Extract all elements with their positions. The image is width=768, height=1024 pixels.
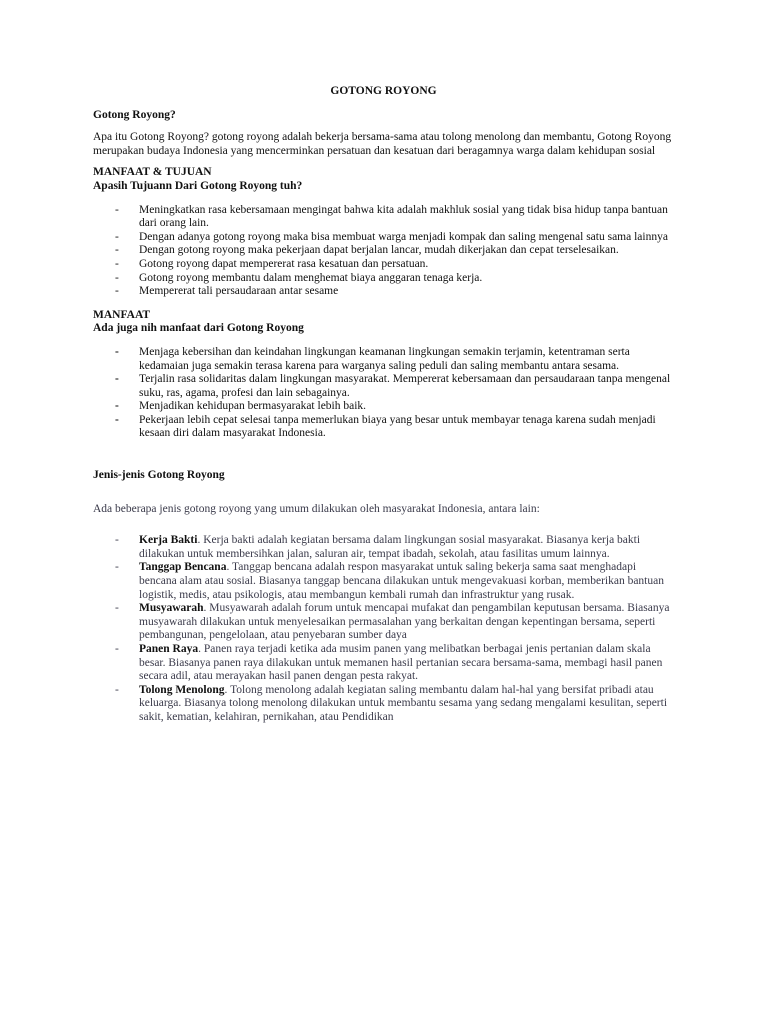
list-item-text: Pekerjaan lebih cepat selesai tanpa memerlukan biaya yang besar untuk membayar tenaga karena sudah menjadi kesaan diri dalam masyarakat Indonesia. <box>139 413 656 440</box>
list-item <box>93 204 674 231</box>
jenis-term: Panen Raya <box>139 643 199 655</box>
list-item <box>93 244 674 258</box>
list-item-text: Terjalin rasa solidaritas dalam lingkungan masyarakat. Mempererat kebersamaan dan persaudaraan tanpa mengenal suku, ras, agama, profesi dan lain sebagainya. <box>139 373 671 399</box>
list-item-text: Mempererat tali persaudaraan antar sesame <box>139 285 339 298</box>
manfaat-subheading: Ada juga nih manfaat dari Gotong Royong <box>93 322 304 335</box>
dash-bullet: - <box>115 400 119 413</box>
list-item <box>93 231 674 245</box>
list-item <box>93 285 674 299</box>
jenis-term: Tolong Menolong <box>139 683 225 696</box>
jenis-paragraph: Ada beberapa jenis gotong royong yang umum dilakukan oleh masyarakat Indonesia, antara lain: <box>93 502 540 515</box>
jenis-desc: . Kerja bakti adalah kegiatan bersama dalam lingkungan sosial masyarakat. Biasanya kerja bakti dilakukan untuk membersihkan jalan, saluran air, tempat ibadah, sekolah, atau fasilitas umum lainnya. <box>139 534 641 560</box>
list-item <box>93 561 674 602</box>
dash-bullet: - <box>115 345 119 358</box>
list-item <box>93 684 674 725</box>
spacer <box>93 451 674 469</box>
list-item <box>93 534 674 561</box>
list-item <box>93 373 674 400</box>
dash-bullet: - <box>115 244 119 257</box>
dash-bullet: - <box>115 373 119 386</box>
list-item-text: Dengan gotong royong maka pekerjaan dapat berjalan lancar, mudah dikerjakan dan cepat terselesaikan. <box>139 244 619 257</box>
list-item-text: Menjadikan kehidupan bermasyarakat lebih baik. <box>139 400 367 413</box>
dash-bullet: - <box>115 534 119 547</box>
tujuan-heading: MANFAAT & TUJUAN <box>93 166 212 179</box>
list-item <box>93 346 674 373</box>
list-item-text: Menjaga kebersihan dan keindahan lingkungan keamanan lingkungan semakin terjamin, ketentraman serta kedamaian juga semakin terasa karena para warganya saling peduli dan saling membantu antara sesama. <box>139 345 630 372</box>
jenis-desc: . Tolong menolong adalah kegiatan saling membantu dalam hal-hal yang bersifat pribadi atau keluarga. Biasanya tolong menolong dilakukan untuk membantu sesama yang sedang mengalami kesulitan, seperti sakit, kematian, kelahiran, pernikahan, atau Pendidikan <box>139 683 668 723</box>
jenis-desc: . Tanggap bencana adalah respon masyarakat untuk saling bekerja sama saat menghadapi bencana alam atau sosial. Biasanya tanggap bencana dilakukan untuk mengevakuasi korban, memberikan bantuan logistik, medis, atau psikologis, atau membangun kembali rumah dan infrastruktur yang rusak. <box>139 561 664 601</box>
manfaat-list <box>93 346 674 441</box>
intro-paragraph: Apa itu Gotong Royong? gotong royong adalah bekerja bersama-sama atau tolong menolong dan membantu, Gotong Royong merupakan budaya Indonesia yang mencerminkan persatuan dan kesatuan dari beragamnya warga dalam kehidupan sosial <box>93 131 672 157</box>
document-title: GOTONG ROYONG <box>330 85 437 97</box>
dash-bullet: - <box>115 285 119 298</box>
dash-bullet: - <box>115 643 119 655</box>
list-item <box>93 400 674 414</box>
jenis-desc: . Panen raya terjadi ketika ada musim panen yang melibatkan berbagai jenis pertanian dalam skala besar. Biasanya panen raya dilakukan untuk memanen hasil pertanian secara bersama-sama, membagi hasil panen secara adil, atau merayakan hasil panen dengan pesta rakyat. <box>139 643 663 683</box>
list-item-text: Gotong royong membantu dalam menghemat biaya anggaran tenaga kerja. <box>139 271 483 284</box>
list-item-text: Meningkatkan rasa kebersamaan mengingat bahwa kita adalah makhluk sosial yang tidak bisa hidup tanpa bantuan dari orang lain. <box>139 203 668 230</box>
manfaat-heading: MANFAAT <box>93 308 151 321</box>
list-item-text: Dengan adanya gotong royong maka bisa membuat warga menjadi kompak dan saling mengenal satu sama lainnya <box>139 230 668 243</box>
tujuan-list <box>93 204 674 299</box>
jenis-term: Kerja Bakti <box>139 534 198 547</box>
tujuan-subheading: Apasih Tujuann Dari Gotong Royong tuh? <box>93 179 303 192</box>
intro-heading: Gotong Royong? <box>93 108 176 121</box>
dash-bullet: - <box>115 683 119 696</box>
list-item <box>93 414 674 441</box>
dash-bullet: - <box>115 203 119 216</box>
dash-bullet: - <box>115 413 119 426</box>
list-item <box>93 258 674 272</box>
jenis-heading: Jenis-jenis Gotong Royong <box>93 469 225 482</box>
dash-bullet: - <box>115 561 119 574</box>
jenis-term: Musyawarah <box>139 602 204 615</box>
list-item <box>93 602 674 643</box>
dash-bullet: - <box>115 257 119 270</box>
dash-bullet: - <box>115 230 119 243</box>
dash-bullet: - <box>115 602 119 615</box>
jenis-list <box>93 534 674 724</box>
jenis-term: Tanggap Bencana <box>139 561 227 574</box>
jenis-desc: . Musyawarah adalah forum untuk mencapai mufakat dan pengambilan keputusan bersama. Biasanya musyawarah dilakukan untuk menyelesaikan permasalahan yang berkaitan dengan kepentingan bersama, seperti pembangunan, pengelolaan, atau penyebaran sumber daya <box>139 602 670 642</box>
dash-bullet: - <box>115 271 119 284</box>
list-item <box>93 643 674 684</box>
list-item <box>93 272 674 286</box>
list-item-text: Gotong royong dapat mempererat rasa kesatuan dan persatuan. <box>139 257 429 270</box>
